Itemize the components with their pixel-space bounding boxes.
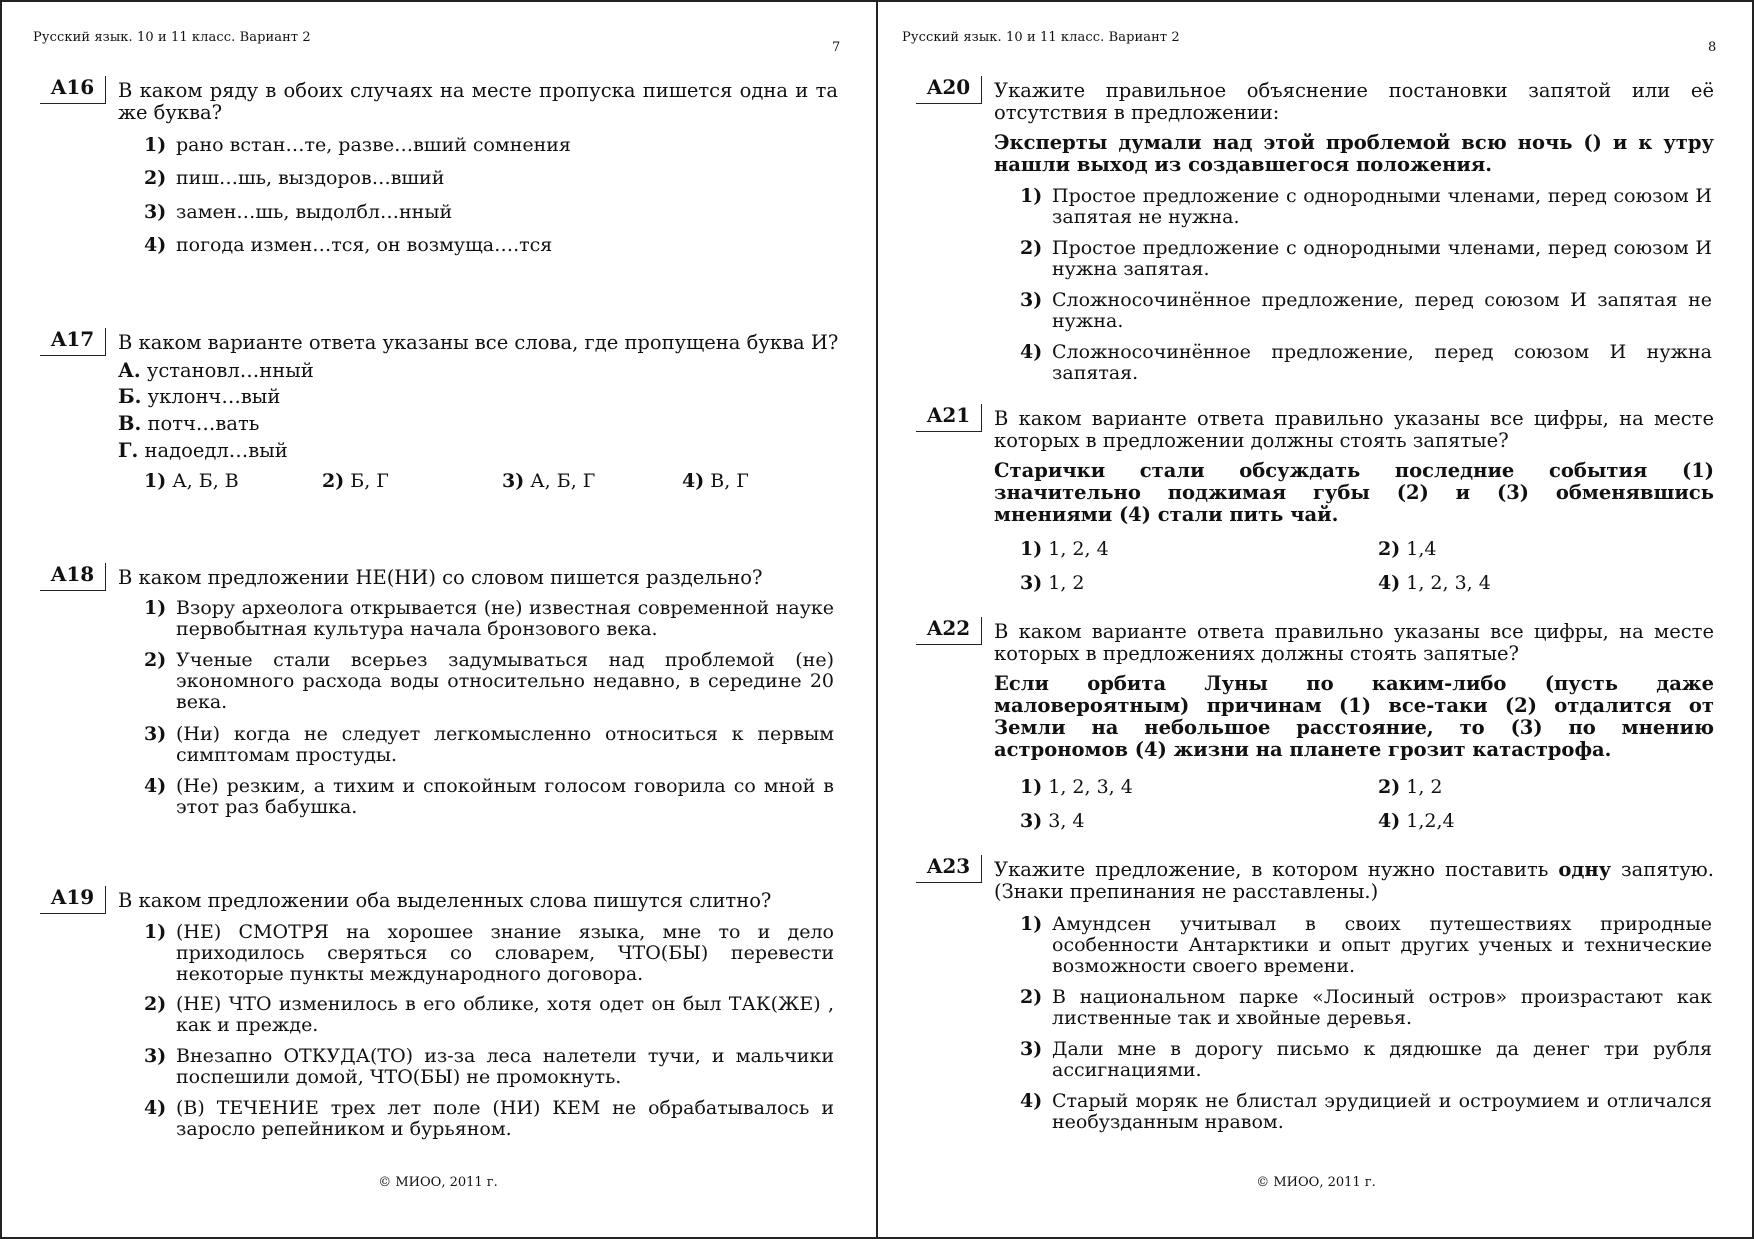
task-tag: A17 <box>40 328 106 356</box>
quoted-sentence: Эксперты думали над этой проблемой всю ночь () и к утру нашли выход из создавшегося положения. <box>994 131 1714 176</box>
page-header: Русский язык. 10 и 11 класс. Вариант 2 <box>902 30 1180 45</box>
option-text: замен…шь, выдолбл…нный <box>176 201 453 223</box>
option-number: 4) <box>1020 341 1043 363</box>
answer-option <box>144 470 239 492</box>
option-number: 3) <box>144 723 167 745</box>
option-text: (НЕ) СМОТРЯ на хорошее знание языка, мне то и дело приходилось сверяться со словарем, ЧТО(БЫ) перевести некоторые пункты международного договора. <box>176 921 834 985</box>
option-text: Простое предложение с однородными членами, перед союзом И нужна запятая. <box>1052 237 1712 280</box>
option-number: 3) <box>1020 1038 1043 1060</box>
answer-text: А, Б, В <box>166 470 239 492</box>
question-text: В каком ряду в обоих случаях на месте пропуска пишется одна и та же буква? <box>118 79 838 124</box>
option <box>1020 238 1712 280</box>
task-tag: A22 <box>916 617 982 645</box>
option <box>144 1046 834 1088</box>
answer-option <box>1020 538 1109 560</box>
option-text: Внезапно ОТКУДА(ТО) из-за леса налетели тучи, и мальчики поспешили домой, ЧТО(БЫ) не промокнуть. <box>176 1045 834 1088</box>
question-text: В каком предложении НЕ(НИ) со словом пишется раздельно? <box>118 566 763 589</box>
option-number: 3) <box>144 1045 167 1067</box>
option-text: В национальном парке «Лосиный остров» произрастают как лиственные так и хвойные деревья. <box>1052 986 1712 1029</box>
option-number: 2) <box>144 993 167 1015</box>
answer-number: 1) <box>1020 776 1043 798</box>
answer-number: 2) <box>1378 538 1401 560</box>
quoted-sentence: Старички стали обсуждать последние события (1) значительно поджимая губы (2) и (3) обменявшись мнениями (4) стали пить чай. <box>994 459 1714 526</box>
option-text: Взору археолога открывается (не) известная современной науке первобытная культура начала бронзового века. <box>176 597 834 640</box>
option-text: Старый моряк не блистал эрудицией и остроумием и отличался необузданным нравом. <box>1052 1090 1712 1133</box>
answer-number: 3) <box>1020 810 1043 832</box>
option <box>144 235 844 256</box>
option-text: (Не) резким, а тихим и спокойным голосом говорила со мной в этот раз бабушка. <box>176 775 834 818</box>
answer-option <box>1378 572 1491 594</box>
word-letter: Б. <box>118 385 142 408</box>
option <box>144 598 834 640</box>
task-tag: A19 <box>40 886 106 914</box>
word-text: потч…вать <box>141 412 260 435</box>
option <box>144 922 834 985</box>
answer-text: А, Б, Г <box>524 470 596 492</box>
option-number: 4) <box>144 775 167 797</box>
option-text: (В) ТЕЧЕНИЕ трех лет поле (НИ) КЕМ не обрабатывалось и заросло репейником и бурьяном. <box>176 1097 834 1140</box>
answer-number: 2) <box>1378 776 1401 798</box>
option-number: 1) <box>1020 913 1043 935</box>
word-item <box>118 440 288 462</box>
option-number: 4) <box>144 1097 167 1119</box>
answer-option <box>1020 572 1085 594</box>
question-text: В каком предложении оба выделенных слова пишутся слитно? <box>118 889 772 912</box>
option <box>1020 914 1712 977</box>
answer-text: 1, 2, 3, 4 <box>1400 572 1491 594</box>
question-post: запятую. (Знаки препинания не расставлены.) <box>994 858 1714 903</box>
option <box>144 776 834 818</box>
word-item <box>118 386 280 408</box>
task-tag: A21 <box>916 404 982 432</box>
answer-text: 1, 2 <box>1042 572 1085 594</box>
option-text: Дали мне в дорогу письмо к дядюшке да денег три рубля ассигнациями. <box>1052 1038 1712 1081</box>
right-page <box>878 0 1754 1239</box>
question-emphasis: одну <box>1558 858 1612 881</box>
option <box>144 650 834 713</box>
option-text: рано встан…те, разве…вший сомнения <box>176 134 571 156</box>
option-number: 2) <box>1020 237 1043 259</box>
option <box>1020 1039 1712 1081</box>
answer-text: В, Г <box>704 470 749 492</box>
answer-option <box>1020 776 1133 798</box>
quoted-sentence: Если орбита Луны по каким-либо (пусть даже маловероятным) причинам (1) все-таки (2) отдалится от Земли на небольшое расстояние, то (3) по мнению астрономов (4) жизни на планете грозит катастрофа. <box>994 672 1714 761</box>
option-text: Сложносочинённое предложение, перед союзом И нужна запятая. <box>1052 341 1712 384</box>
question-text <box>994 859 1714 903</box>
word-item <box>118 360 314 382</box>
word-letter: Г. <box>118 439 139 462</box>
option <box>1020 186 1712 228</box>
task-tag: A16 <box>40 76 106 104</box>
option <box>1020 987 1712 1029</box>
option-number: 3) <box>144 201 167 223</box>
answer-number: 2) <box>322 470 345 492</box>
option <box>1020 290 1712 332</box>
word-item <box>118 413 259 435</box>
answer-option <box>1378 810 1455 832</box>
word-text: надоедл…вый <box>138 439 288 462</box>
option-text: (НЕ) ЧТО изменилось в его облике, хотя одет он был ТАК(ЖЕ) , как и прежде. <box>176 993 834 1036</box>
answer-number: 4) <box>1378 810 1401 832</box>
option-number: 2) <box>144 649 167 671</box>
option-number: 4) <box>144 234 167 256</box>
answer-number: 1) <box>1020 538 1043 560</box>
word-letter: А. <box>118 359 141 382</box>
task-tag: A18 <box>40 563 106 591</box>
option-text: Ученые стали всерьез задумываться над проблемой (не) экономного расхода воды относительно недавно, в середине 20 века. <box>176 649 834 713</box>
answer-text: 1, 2 <box>1400 776 1443 798</box>
option-text: Простое предложение с однородными членами, перед союзом И запятая не нужна. <box>1052 185 1712 228</box>
answer-text: 1,4 <box>1400 538 1437 560</box>
answer-number: 4) <box>682 470 705 492</box>
answer-option <box>502 470 595 492</box>
answer-number: 4) <box>1378 572 1401 594</box>
answer-number: 1) <box>144 470 167 492</box>
option-number: 2) <box>144 167 167 189</box>
question-text: В каком варианте ответа правильно указаны все цифры, на месте которых в предложении должны стоять запятые? <box>994 407 1714 452</box>
answer-text: 1,2,4 <box>1400 810 1455 832</box>
option-text: Сложносочинённое предложение, перед союзом И запятая не нужна. <box>1052 289 1712 332</box>
option <box>144 168 844 189</box>
answer-option <box>682 470 749 492</box>
answer-option <box>322 470 389 492</box>
answer-text: 3, 4 <box>1042 810 1085 832</box>
question-text: Укажите правильное объяснение постановки запятой или её отсутствия в предложении: <box>994 79 1714 124</box>
option <box>144 202 844 223</box>
option <box>1020 1091 1712 1133</box>
page-number: 8 <box>1708 40 1717 55</box>
option <box>1020 342 1712 384</box>
answer-text: 1, 2, 3, 4 <box>1042 776 1133 798</box>
answer-option <box>1378 776 1443 798</box>
option-text: (Ни) когда не следует легкомысленно относиться к первым симптомам простуды. <box>176 723 834 766</box>
answer-text: 1, 2, 4 <box>1042 538 1109 560</box>
page-footer: © МИОО, 2011 г. <box>378 1175 498 1190</box>
answer-number: 3) <box>502 470 525 492</box>
left-page <box>0 0 876 1239</box>
page-number: 7 <box>832 40 841 55</box>
option-text: пиш…шь, выздоров…вший <box>176 167 445 189</box>
option-number: 1) <box>144 921 167 943</box>
task-tag: A20 <box>916 76 982 104</box>
option-number: 1) <box>1020 185 1043 207</box>
option <box>144 1098 834 1140</box>
option <box>144 135 844 156</box>
option-number: 2) <box>1020 986 1043 1008</box>
word-text: уклонч…вый <box>141 385 281 408</box>
option-number: 4) <box>1020 1090 1043 1112</box>
page-header: Русский язык. 10 и 11 класс. Вариант 2 <box>33 30 311 45</box>
option-number: 3) <box>1020 289 1043 311</box>
answer-option <box>1020 810 1085 832</box>
option-number: 1) <box>144 597 167 619</box>
word-text: установл…нный <box>140 359 314 382</box>
task-tag: A23 <box>916 855 982 883</box>
option <box>144 724 834 766</box>
question-pre: Укажите предложение, в котором нужно поставить <box>994 858 1559 881</box>
question-text: В каком варианте ответа правильно указаны все цифры, на месте которых в предложениях должны стоять запятые? <box>994 620 1714 665</box>
word-letter: В. <box>118 412 142 435</box>
option <box>144 994 834 1036</box>
answer-text: Б, Г <box>344 470 389 492</box>
answer-option <box>1378 538 1436 560</box>
option-text: погода измен…тся, он возмуща….тся <box>176 234 553 256</box>
question-text: В каком варианте ответа указаны все слова, где пропущена буква И? <box>118 331 839 354</box>
option-number: 1) <box>144 134 167 156</box>
page-footer: © МИОО, 2011 г. <box>1256 1175 1376 1190</box>
answer-number: 3) <box>1020 572 1043 594</box>
option-text: Амундсен учитывал в своих путешествиях природные особенности Антарктики и опыт других ученых и технические возможности своего времени. <box>1052 913 1712 977</box>
